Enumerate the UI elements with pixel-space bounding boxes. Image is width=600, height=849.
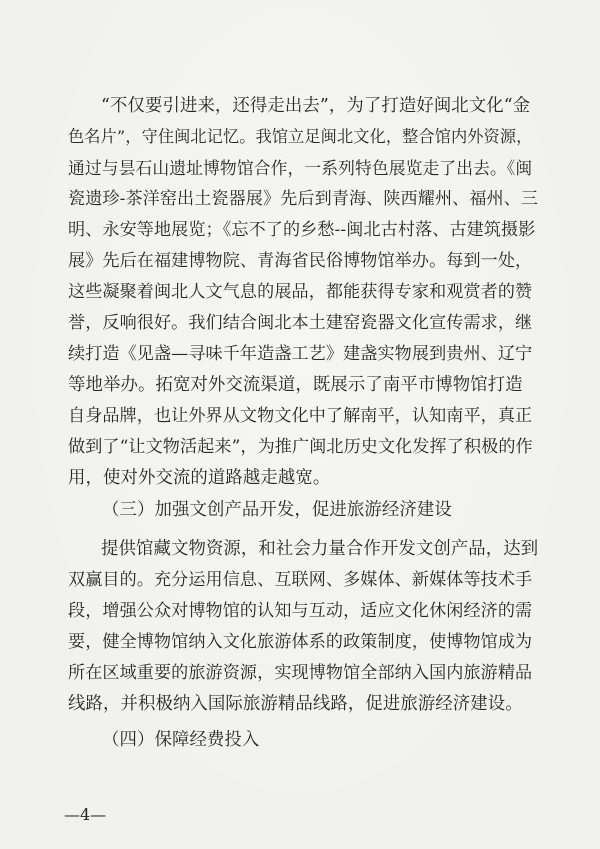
body-text-line: 要，健全博物馆纳入文化旅游体系的政策制度，使博物馆成为 (68, 632, 533, 652)
body-text-line: 自身品牌，也让外界从文物文化中了解南平，认知南平，真正 (68, 406, 533, 426)
body-text-line: 提供馆藏文物资源，和社会力量合作开发文创产品，达到 (101, 539, 538, 559)
body-text-line: 誉，反响很好。我们结合闽北本土建窑瓷器文化宣传需求，继 (68, 313, 533, 333)
body-text-line: 续打造《见盏—寻味千年造盏工艺》建盏实物展到贵州、辽宁 (68, 344, 533, 364)
section-heading: （三）加强文创产品开发，促进旅游经济建设 (102, 500, 452, 520)
body-text-line: 瓷遗珍-茶洋窑出土瓷器展》先后到青海、陕西耀州、福州、三 (68, 189, 538, 209)
body-text-line: 双赢目的。充分运用信息、互联网、多媒体、新媒体等技术手 (68, 570, 533, 590)
body-text-line: 线路，并积极纳入国际旅游精品线路，促进旅游经济建设。 (68, 694, 523, 714)
body-text-line: “不仅要引进来，还得走出去”，为了打造好闽北文化“金 (101, 96, 531, 116)
body-text-line: 明、永安等地展览；《忘不了的乡愁--闽北古村落、古建筑摄影 (68, 220, 536, 240)
body-text-line: 等地举办。拓宽对外交流渠道，既展示了南平市博物馆打造 (68, 375, 523, 395)
body-text-line: 做到了“让文物活起来”，为推广闽北历史文化发挥了积极的作 (68, 437, 533, 457)
section-heading: （四）保障经费投入 (102, 730, 260, 750)
body-text-line: 色名片”，守住闽北记忆。我馆立足闽北文化，整合馆内外资源， (68, 127, 533, 146)
body-text-line: 段，增强公众对博物馆的认知与互动，适应文化休闲经济的需 (68, 601, 533, 621)
body-text-line: 所在区域重要的旅游资源，实现博物馆全部纳入国内旅游精品 (68, 663, 533, 683)
body-text-line: 通过与昙石山遗址博物馆合作，一系列特色展览走了出去。《闽 (68, 158, 533, 178)
body-text-line: 用，使对外交流的道路越走越宽。 (68, 468, 331, 488)
body-text-line: 展》先后在福建博物院、青海省民俗博物馆举办。每到一处， (68, 251, 533, 271)
body-text-line: 这些凝聚着闽北人文气息的展品，都能获得专家和观赏者的赞 (68, 282, 533, 302)
page-number: —4— (64, 805, 107, 824)
